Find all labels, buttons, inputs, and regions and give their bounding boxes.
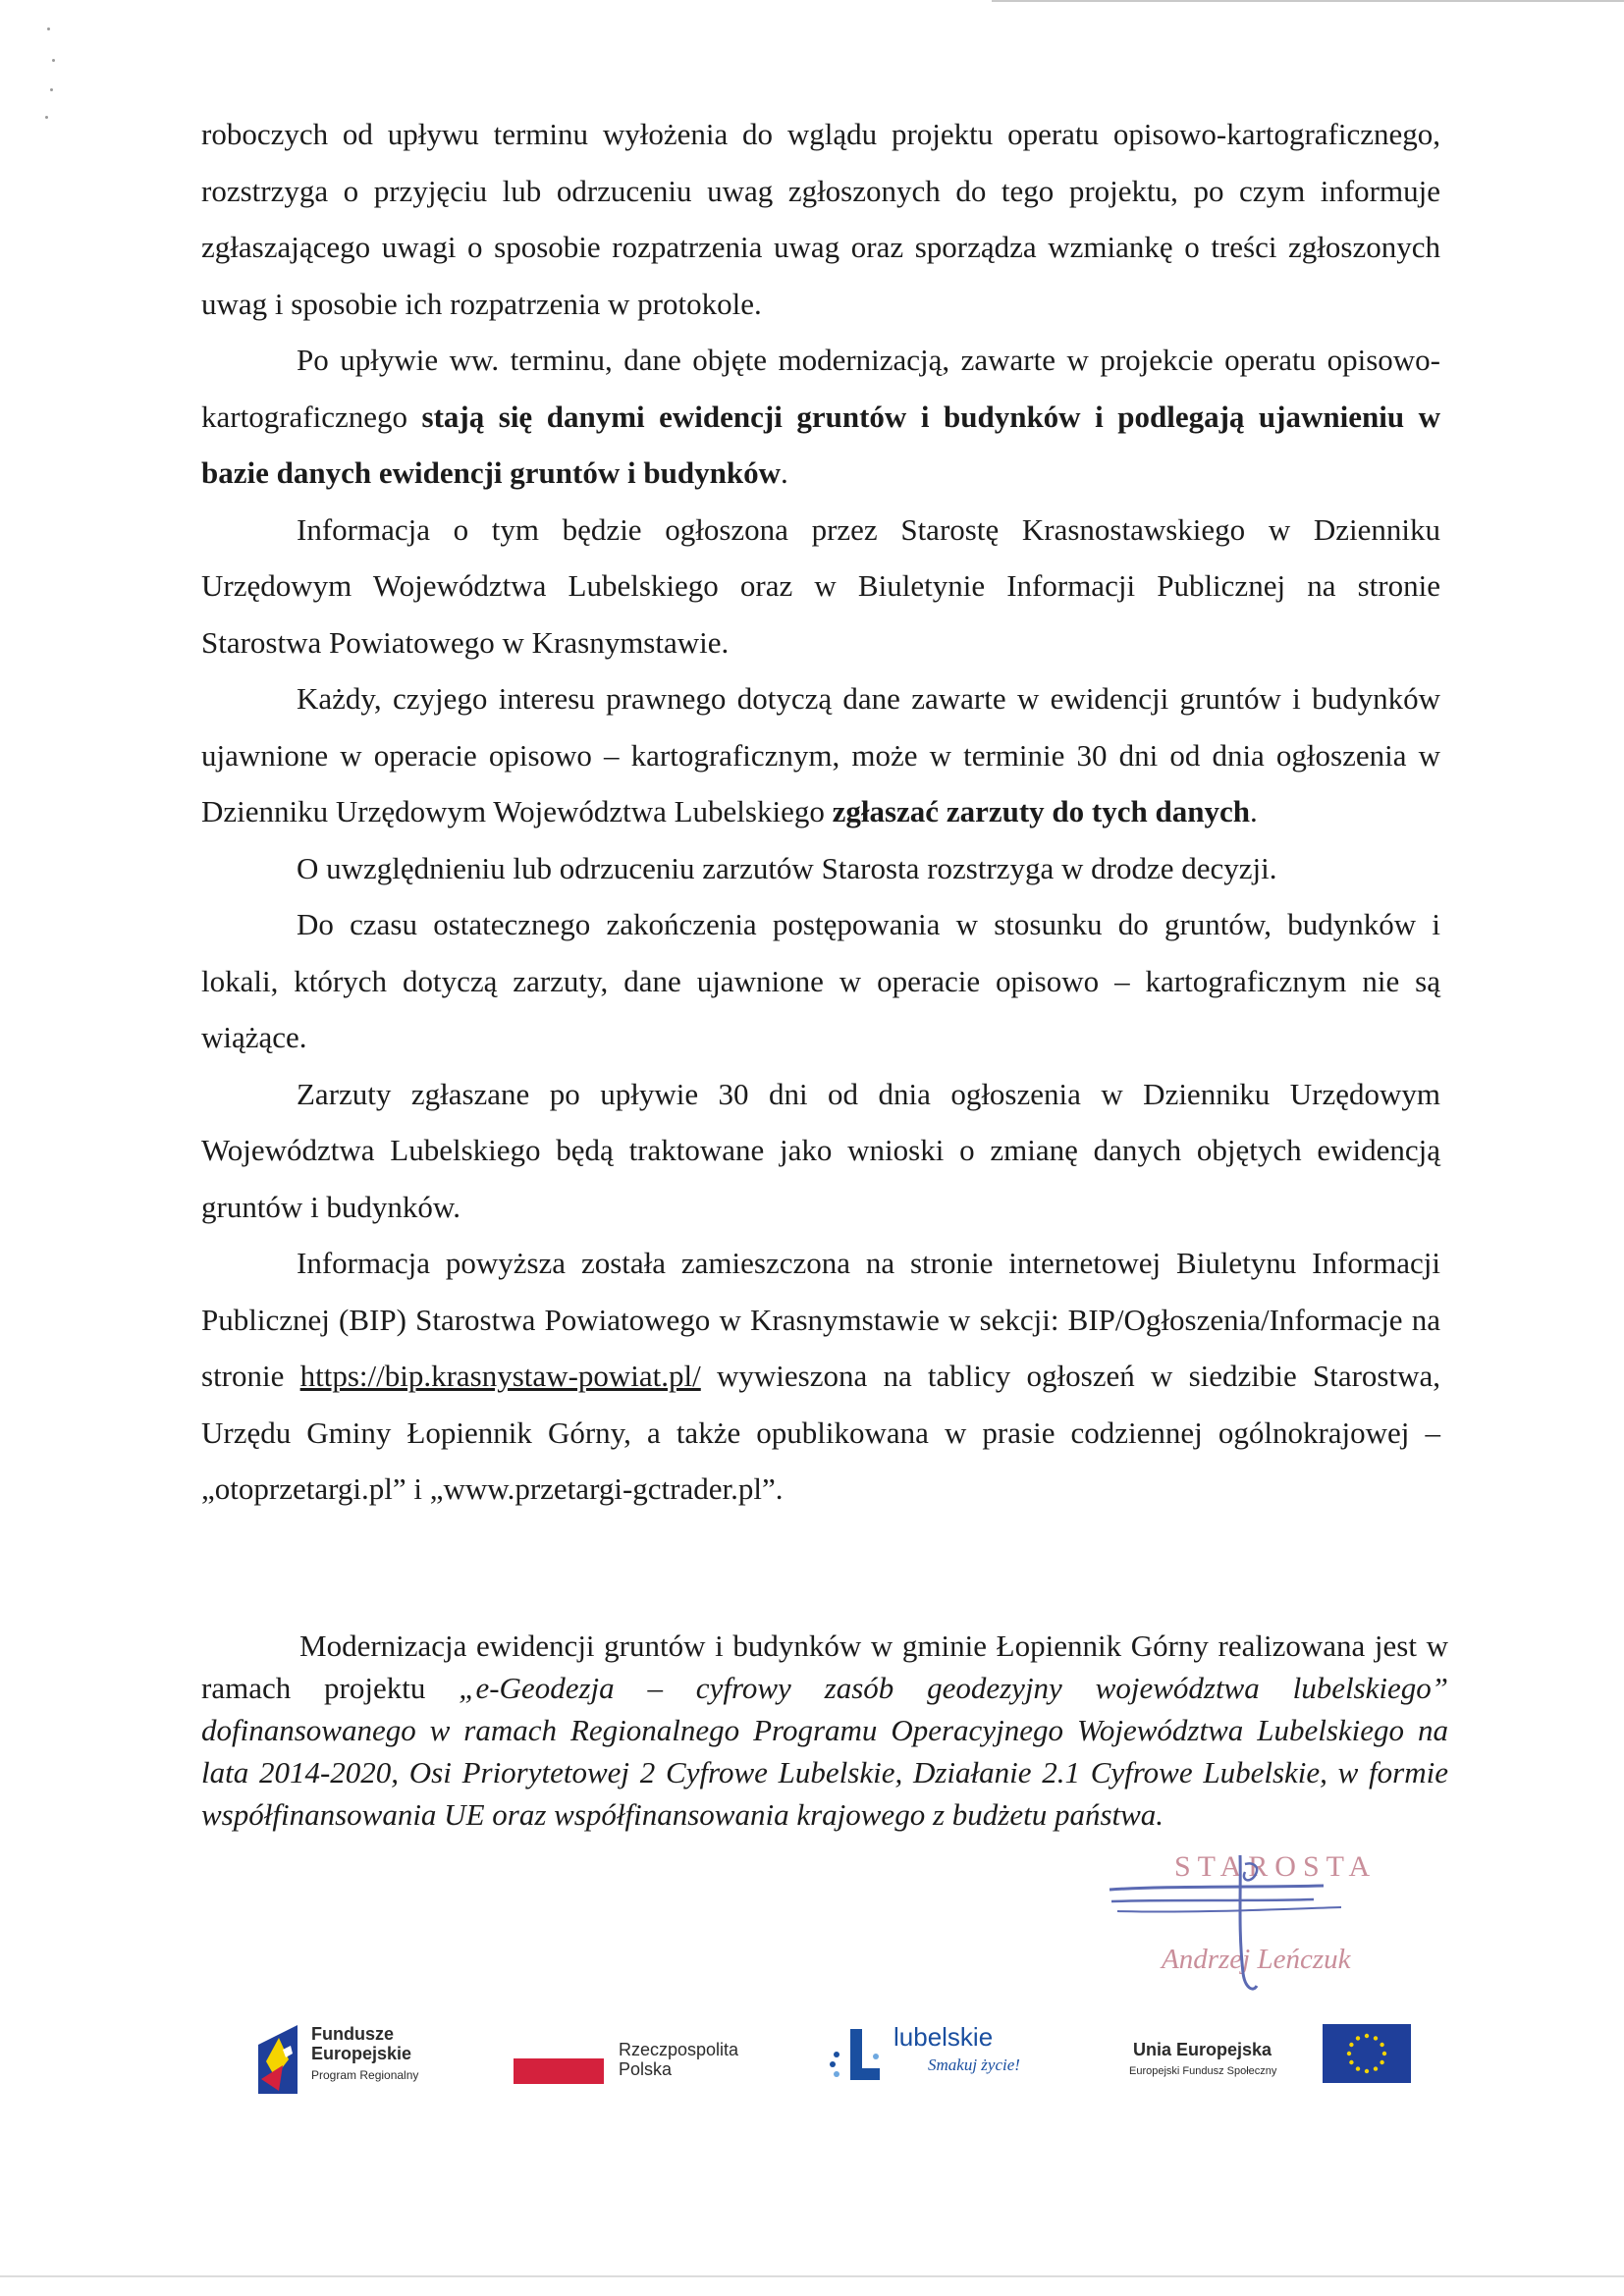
document-body: [201, 106, 1440, 1518]
bip-link[interactable]: https://bip.krasnystaw-powiat.pl/: [299, 1359, 701, 1393]
paragraph-text: roboczych od upływu terminu wyłożenia do wglądu projektu operatu opisowo-kartograficznego, rozstrzyga o przyjęciu lub odrzuceniu uwag zgłoszonych do tego projektu, po czym informuje zgłaszającego uwagi o sposobie rozpatrzenia uwag oraz sporządza wzmiankę o treści zgłoszonych uwag i sposobie ich rozpatrzenia w protokole.: [201, 117, 1440, 321]
paragraph-objections-resolution: [201, 106, 1440, 332]
scan-mark: [45, 116, 48, 119]
project-title-italic: „e-Geodezja – cyfrowy zasób geodezyjny województwa lubelskiego” dofinansowanego w ramach Regionalnego Programu Operacyjnego Województwa Lubelskiego na lata 2014-2020, Osi Priorytetowej 2 Cyfrowe Lubelskie, Działanie 2.1 Cyfrowe Lubelskie, w formie współfinansowania UE oraz współfinansowania krajowego z budżetu państwa.: [201, 1671, 1448, 1832]
paragraph-objections-right: [201, 670, 1440, 840]
stamp-name: Andrzej Leńczuk: [1162, 1944, 1351, 1975]
paragraph-text: Informacja o tym będzie ogłoszona przez Starostę Krasnostawskiego w Dzienniku Urzędowym Województwa Lubelskiego oraz w Biuletynie Informacji Publicznej na stronie Starostwa Powiatowego w Krasnymstawie.: [201, 511, 1440, 660]
logo-bar: [250, 2012, 1419, 2110]
paragraph-text: Do czasu ostatecznego zakończenia postępowania w stosunku do gruntów, budynków i lokali, których dotyczą zarzuty, dane ujawnione w operacie opisowo – kartograficznym nie są wiążące.: [201, 907, 1440, 1054]
polish-flag-icon: [514, 2058, 604, 2084]
paragraph-text: Zarzuty zgłaszane po upływie 30 dni od dnia ogłoszenia w Dzienniku Urzędowym Województwa Lubelskiego będą traktowane jako wnioski o zmianę danych objętych ewidencją gruntów i budynków.: [201, 1076, 1440, 1224]
scan-bottom-edge: [0, 2275, 1624, 2277]
stamp-title: STAROSTA: [1174, 1850, 1378, 1883]
lubelskie-l-icon: [825, 2027, 884, 2096]
fe-line1: Fundusze: [311, 2024, 394, 2044]
paragraph-text: Modernizacja ewidencji gruntów i budynków w gminie Łopiennik Górny realizowana jest w ramach projektu: [201, 1629, 1448, 1705]
lubelskie-title: lubelskie: [893, 2022, 994, 2052]
bold-text: stają się danymi ewidencji gruntów i budynków i podlegają ujawnieniu w bazie danych ewidencji gruntów i budynków: [201, 399, 1440, 490]
rzeczpospolita-polska-logo: [511, 2012, 766, 2110]
paragraph-publication: [201, 1235, 1440, 1518]
paragraph-non-binding: [201, 896, 1440, 1066]
lubelskie-logo: [825, 2012, 1070, 2110]
scan-mark: [52, 59, 55, 62]
paragraph-late-objections: [201, 1066, 1440, 1236]
paragraph-text: Po upływie ww. terminu, dane objęte modernizacją, zawarte w projekcie operatu opisowo-kartograficznego: [201, 343, 1440, 434]
handwritten-signature: [1098, 1850, 1392, 1998]
ue-line1: Unia Europejska: [1133, 2040, 1272, 2059]
paragraph-decision: [201, 840, 1440, 897]
fe-line2: Europejskie: [311, 2044, 412, 2063]
bold-text: zgłaszać zarzuty do tych danych: [832, 794, 1250, 828]
fundusze-europejskie-logo: [250, 2012, 437, 2110]
paragraph-data-disclosure: [201, 332, 1440, 502]
unia-europejska-logo: [1129, 2012, 1424, 2110]
paragraph-text: .: [780, 455, 788, 490]
paragraph-text: Każdy, czyjego interesu prawnego dotyczą dane zawarte w ewidencji gruntów i budynków ujawnione w operacie opisowo – kartograficznym, może w terminie 30 dni od dnia ogłoszenia w Dzienniku Urzędowym Województwa Lubelskiego: [201, 681, 1440, 828]
rp-line1: Rzeczpospolita: [619, 2040, 739, 2059]
eu-flag-icon: [1323, 2024, 1411, 2083]
paragraph-text: .: [1249, 794, 1258, 828]
paragraph-announcement: [201, 502, 1440, 671]
paragraph-text: Informacja powyższa została zamieszczona na stronie internetowej Biuletynu Informacji Publicznej (BIP) Starostwa Powiatowego w Krasnymstawie w sekcji: BIP/Ogłoszenia/Informacje na stronie: [201, 1246, 1440, 1393]
fe-star-icon: [253, 2020, 302, 2099]
rp-line2: Polska: [619, 2059, 673, 2079]
funding-paragraph: [201, 1625, 1448, 1836]
scan-top-edge: [992, 0, 1624, 2]
scan-mark: [50, 88, 53, 91]
signature-stamp: [1098, 1850, 1392, 1998]
lubelskie-slogan: Smakuj życie!: [928, 2056, 1020, 2074]
scan-mark: [47, 27, 50, 30]
fe-line3: Program Regionalny: [311, 2068, 419, 2082]
ue-line2: Europejski Fundusz Społeczny: [1129, 2065, 1277, 2077]
paragraph-text: wywieszona na tablicy ogłoszeń w siedzibie Starostwa, Urzędu Gminy Łopiennik Górny, a także opublikowana w prasie codziennej ogólnokrajowej – „otoprzetargi.pl” i „www.przetargi-gctrader.pl”.: [201, 1359, 1440, 1506]
paragraph-text: O uwzględnieniu lub odrzuceniu zarzutów Starosta rozstrzyga w drodze decyzji.: [297, 850, 1277, 885]
